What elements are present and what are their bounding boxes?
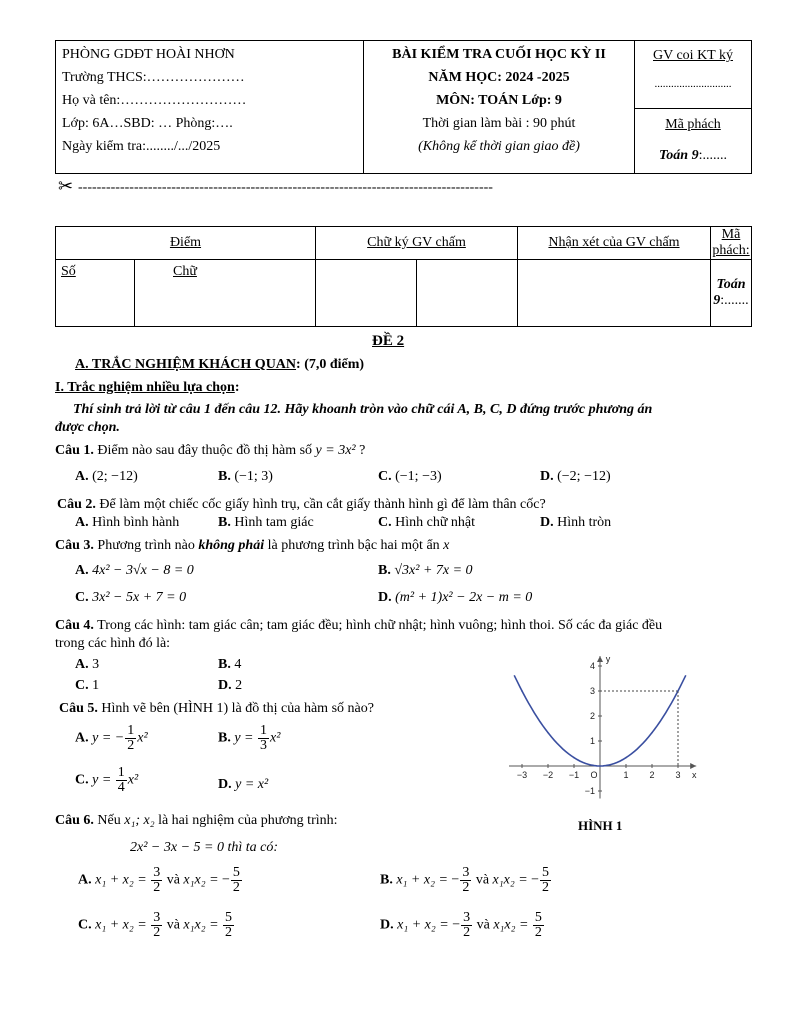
question-3 [55, 538, 449, 554]
q3-d-letter: D. [378, 590, 392, 605]
section-i-title: I. Trắc nghiệm nhiều lựa chọn [55, 380, 235, 395]
q3-a-text: 4x² − 3√x − 8 = 0 [92, 563, 194, 578]
q3-d-text: (m² + 1)x² − 2x − m = 0 [395, 590, 533, 605]
q6-b-sum-frac [460, 866, 471, 895]
q1-c-letter: C. [378, 469, 392, 484]
q6-d-s-den: 2 [463, 925, 471, 940]
q6-c-sum-frac [151, 911, 162, 940]
q5-d-letter: D. [218, 777, 232, 792]
curve-point [625, 757, 627, 759]
q2-option-d [540, 515, 611, 531]
q4-option-a [75, 657, 99, 673]
y-tick-label: 3 [589, 686, 595, 696]
q6-b-p-den: 2 [542, 880, 550, 895]
x-tick-label: 1 [623, 770, 629, 780]
signature-cell-2 [417, 260, 518, 327]
school-year: NĂM HỌC: 2024 -2025 [428, 70, 570, 85]
q2-a-text: Hình bình hành [92, 515, 180, 530]
section-a-title: A. TRẮC NGHIỆM KHÁCH QUAN [75, 357, 297, 372]
q6-a-and: và [163, 872, 184, 888]
q2-a-letter: A. [75, 515, 89, 530]
q5-a-letter: A. [75, 730, 89, 746]
q5-c-letter: C. [75, 772, 89, 788]
q2-b-letter: B. [218, 515, 231, 530]
q6-d-p-num: 5 [534, 910, 542, 925]
signature-header: Chữ ký GV chấm [316, 227, 518, 260]
class-field: Lớp: 6A…SBD: … Phòng:…. [62, 116, 233, 131]
q6-d-and: và [473, 917, 494, 933]
q1-equation: y = 3x² [315, 443, 356, 458]
q4-a-letter: A. [75, 657, 89, 672]
x-axis-arrow [690, 763, 696, 769]
instruction-line-2: được chọn. [55, 420, 120, 435]
q6-c-prod-frac [223, 911, 234, 940]
q6-b-s-num: 3 [462, 865, 470, 880]
q2-d-letter: D. [540, 515, 554, 530]
q4-c-letter: C. [75, 678, 89, 693]
q6-option-d [380, 911, 545, 940]
q6-option-b [380, 866, 552, 895]
q5-b-num: 1 [260, 723, 268, 738]
q1-option-a [75, 469, 138, 485]
q6-d-prod: x₁x₂ = [493, 917, 532, 933]
q5-b-post: x² [270, 730, 281, 746]
q5-c-fraction [116, 766, 127, 795]
q4-d-text: 2 [235, 678, 243, 693]
q6-a-prod-frac [231, 866, 242, 895]
y-tick-label: 2 [589, 711, 595, 721]
score-word-cell: Chữ [135, 260, 316, 327]
q6-option-c [78, 911, 235, 940]
x-tick-label: −2 [542, 770, 554, 780]
subject: MÔN: TOÁN Lớp: 9 [436, 93, 562, 108]
q2-c-letter: C. [378, 515, 392, 530]
q1-text: Điểm nào sau đây thuộc đồ thị hàm số [97, 443, 316, 458]
x-axis-label: x [691, 770, 697, 780]
curve-point [573, 757, 575, 759]
q6-d-prod-frac [533, 911, 544, 940]
q5-c-pre: y = [92, 772, 115, 788]
q3-b-letter: B. [378, 563, 391, 578]
q6-d-s-sign: − [452, 917, 461, 933]
q6-b-letter: B. [380, 872, 393, 888]
q3-option-d [378, 590, 532, 606]
school-field: Trường THCS:………………… [62, 70, 245, 85]
q6-c-letter: C. [78, 917, 92, 933]
question-2 [57, 497, 546, 513]
q4-b-letter: B. [218, 657, 231, 672]
q6-c-p-num: 5 [225, 910, 233, 925]
curve-point [521, 690, 523, 692]
q1-d-letter: D. [540, 469, 554, 484]
q2-option-c [378, 515, 475, 531]
score-number-cell: Số [56, 260, 135, 327]
q3-text2: là phương trình bậc hai một ẩn [264, 538, 444, 553]
duration: Thời gian làm bài : 90 phút [422, 116, 576, 131]
q6-a-prod: x₁x₂ = [183, 872, 223, 888]
q3-c-letter: C. [75, 590, 89, 605]
q5-c-post: x² [127, 772, 139, 788]
figure-caption: HÌNH 1 [578, 818, 623, 833]
q1-c-text: (−1; −3) [395, 469, 442, 484]
q6-c-s-den: 2 [153, 925, 161, 940]
q4-label: Câu 4. [55, 618, 94, 633]
curve-point [547, 732, 549, 734]
q6-d-sum-frac [461, 911, 472, 940]
q1-a-letter: A. [75, 469, 89, 484]
question-4 [55, 618, 662, 634]
cut-dashes: ----------------------------------------------------------------------------------------- [78, 181, 493, 195]
q6-b-sum: x₁ + x₂ = [396, 872, 452, 888]
q3-variable: x [443, 538, 450, 553]
q6-a-p-sign: − [222, 872, 230, 888]
q4-option-c [75, 678, 99, 694]
section-a-points: : (7,0 điểm) [296, 357, 365, 372]
q2-c-text: Hình chữ nhật [395, 515, 476, 530]
code-cell-subject: Toán 9 [713, 277, 746, 308]
q6-c-s-num: 3 [153, 910, 161, 925]
q3-option-c [75, 590, 186, 606]
name-field: Họ và tên:……………………… [62, 93, 247, 108]
q4-c-text: 1 [92, 678, 100, 693]
signature-cell-1 [316, 260, 417, 327]
q1-option-b [218, 469, 273, 485]
q5-option-c [75, 766, 138, 795]
q5-text: Hình vẽ bên (HÌNH 1) là đồ thị của hàm số nào? [101, 701, 374, 716]
q6-option-a [78, 866, 243, 895]
date-field: Ngày kiểm tra:......../.../2025 [62, 139, 221, 154]
q2-label: Câu 2. [57, 497, 96, 512]
section-i-colon: : [234, 380, 240, 395]
question-6 [55, 813, 338, 829]
q4-d-letter: D. [218, 678, 232, 693]
code-dots: :....... [698, 148, 727, 163]
code-header: Mã phách: [712, 227, 750, 258]
q6-d-s-num: 3 [463, 910, 471, 925]
cut-line [58, 176, 740, 196]
q6-a-sum: x₁ + x₂ = [95, 872, 151, 888]
origin-label: O [590, 770, 598, 780]
q3-text1: Phương trình nào [93, 538, 199, 553]
q5-label: Câu 5. [59, 701, 98, 716]
q3-b-text: √3x² + 7x = 0 [394, 563, 473, 578]
q3-c-text: 3x² − 5x + 7 = 0 [92, 590, 187, 605]
q6-b-prod: x₁x₂ = [492, 872, 532, 888]
q6-a-letter: A. [78, 872, 92, 888]
q5-a-fraction [125, 724, 136, 753]
q6-a-sum-frac [151, 866, 162, 895]
header-right [635, 41, 752, 174]
q6-a-s-num: 3 [153, 865, 161, 880]
q5-a-post: x² [137, 730, 148, 746]
x-tick-label: 2 [649, 770, 655, 780]
y-axis-label: y [605, 654, 611, 664]
figure-1-graph [505, 650, 710, 800]
q6-c-p-den: 2 [225, 925, 233, 940]
q5-a-pre: y = − [92, 730, 125, 746]
y-axis-arrow [597, 656, 603, 662]
q6-a-p-num: 5 [232, 865, 240, 880]
code-cell-dots: :....... [720, 293, 749, 308]
question-5 [59, 701, 374, 717]
q1-option-c [378, 469, 442, 485]
q5-a-den: 2 [127, 738, 135, 753]
q6-b-s-den: 2 [462, 880, 470, 895]
q6-b-prod-frac [540, 866, 551, 895]
q6-b-p-sign: − [531, 872, 540, 888]
instruction-line-1: Thí sinh trả lời từ câu 1 đến câu 12. Hãy khoanh tròn vào chữ cái A, B, C, D đứng trước phương án [73, 402, 653, 417]
q4-text1: Trong các hình: tam giác cân; tam giác đều; hình chữ nhật; hình vuông; hình thoi. Số các đa giác đều [93, 618, 663, 633]
q3-emphasis: không phải [198, 538, 265, 553]
q6-b-and: và [472, 872, 493, 888]
code-cell [711, 260, 752, 327]
q5-d-text: y = x² [235, 777, 269, 792]
q1-option-d [540, 469, 611, 485]
q1-label: Câu 1. [55, 443, 94, 458]
q6-d-letter: D. [380, 917, 394, 933]
x-tick-label: 3 [675, 770, 681, 780]
q5-b-fraction [258, 724, 269, 753]
q6-d-sum: x₁ + x₂ = [397, 917, 453, 933]
q4-option-b [218, 657, 241, 673]
exam-code: ĐỀ 2 [372, 333, 405, 349]
q2-d-text: Hình tròn [557, 515, 612, 530]
q5-b-letter: B. [218, 730, 231, 746]
q6-c-prod: x₁x₂ = [183, 917, 223, 933]
question-1 [55, 443, 365, 459]
y-tick-label: 1 [589, 736, 595, 746]
q4-a-text: 3 [92, 657, 100, 672]
proctor-sign-label: GV coi KT ký [653, 48, 733, 63]
q4-text-line2: trong các hình đó là: [55, 636, 171, 651]
q5-option-d [218, 777, 268, 793]
q2-b-text: Hình tam giác [234, 515, 314, 530]
proctor-sign-dots: ............................ [654, 78, 732, 90]
q3-option-a [75, 563, 194, 579]
q1-b-text: (−1; 3) [234, 469, 273, 484]
q6-equation: 2x² − 3x − 5 = 0 thì ta có: [130, 840, 279, 855]
q2-text: Để làm một chiếc cốc giấy hình trụ, cần cắt giấy thành hình gì để làm thân cốc? [99, 497, 546, 512]
q5-option-b [218, 724, 280, 753]
q1-d-text: (−2; −12) [557, 469, 611, 484]
exam-title: BÀI KIỂM TRA CUỐI HỌC KỲ II [392, 47, 606, 62]
header-center [364, 41, 635, 174]
q2-option-a [75, 515, 179, 531]
q6-a-p-den: 2 [232, 880, 240, 895]
q6-text2: là hai nghiệm của phương trình: [154, 813, 338, 828]
q6-c-sum: x₁ + x₂ = [95, 917, 151, 933]
q3-a-letter: A. [75, 563, 89, 578]
y-tick-label: 4 [589, 661, 595, 671]
q6-b-s-sign: − [451, 872, 460, 888]
section-a [75, 357, 364, 373]
q6-d-p-den: 2 [534, 925, 542, 940]
curve-point [651, 732, 653, 734]
code-subject: Toán 9 [659, 148, 699, 163]
header-left [56, 41, 364, 174]
code-label: Mã phách [665, 117, 721, 132]
comment-header: Nhận xét của GV chấm [518, 227, 711, 260]
q4-option-d [218, 678, 242, 694]
q6-c-and: và [163, 917, 184, 933]
q3-option-b [378, 563, 473, 579]
comment-cell [518, 260, 711, 327]
duration-note: (Không kể thời gian giao đề) [418, 139, 580, 154]
x-tick-label: −1 [568, 770, 580, 780]
q1-a-text: (2; −12) [92, 469, 138, 484]
q1-b-letter: B. [218, 469, 231, 484]
q5-a-num: 1 [127, 723, 135, 738]
q5-option-a [75, 724, 148, 753]
x-tick-label: −3 [516, 770, 528, 780]
y-tick-label: −1 [584, 786, 595, 796]
q2-option-b [218, 515, 314, 531]
q5-c-num: 1 [117, 765, 125, 780]
q1-qmark: ? [355, 443, 366, 458]
curve-point [677, 690, 679, 692]
scissors-icon: ✂ [58, 176, 74, 196]
header-table [55, 40, 752, 174]
department: PHÒNG GDĐT HOÀI NHƠN [62, 47, 235, 62]
curve-point [599, 765, 601, 767]
q6-roots: x₁; x₂ [124, 813, 155, 828]
score-table [55, 226, 752, 327]
q5-b-den: 3 [260, 738, 268, 753]
q5-c-den: 4 [117, 780, 125, 795]
q6-text1: Nếu [97, 813, 125, 828]
q6-b-p-num: 5 [542, 865, 550, 880]
q3-label: Câu 3. [55, 538, 94, 553]
q6-label: Câu 6. [55, 813, 94, 828]
q6-a-s-den: 2 [153, 880, 161, 895]
score-header: Điểm [56, 227, 316, 260]
section-i [55, 380, 239, 396]
q5-b-pre: y = [234, 730, 258, 746]
q4-b-text: 4 [234, 657, 242, 672]
